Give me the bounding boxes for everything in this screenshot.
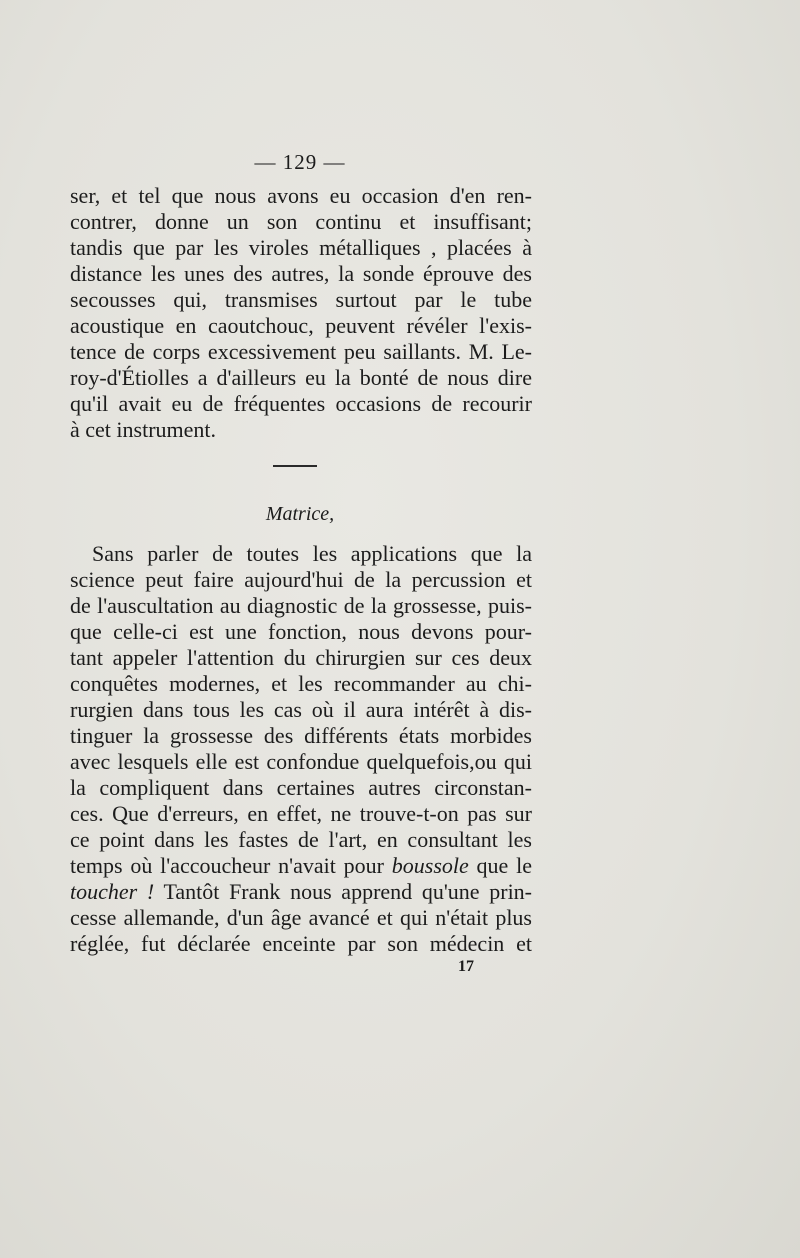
text-line: rurgien dans tous les cas où il aura intérêt à dis- — [70, 697, 532, 722]
text-line: qu'il avait eu de fréquentes occasions de recourir — [70, 391, 532, 416]
text-line: ser, et tel que nous avons eu occasion d'en ren- — [70, 183, 532, 208]
section-divider — [273, 465, 317, 467]
text-line: cesse allemande, d'un âge avancé et qui n'était plus — [70, 905, 532, 930]
text-line: acoustique en caoutchouc, peuvent révéler l'exis- — [70, 313, 532, 338]
text-line: secousses qui, transmises surtout par le tube — [70, 287, 532, 312]
text-line: ce point dans les fastes de l'art, en consultant les — [70, 827, 532, 852]
text-line: que celle-ci est une fonction, nous devons pour- — [70, 619, 532, 644]
text-line-boussole — [70, 853, 532, 879]
page-number: — 129 — — [254, 150, 346, 174]
text-line: avec lesquels elle est confondue quelquefois,ou qui — [70, 749, 532, 774]
text-line: réglée, fut déclarée enceinte par son médecin et — [70, 931, 532, 956]
section-title: Matrice, — [265, 503, 335, 525]
italic-word: toucher ! — [70, 879, 155, 904]
text-line: à cet instrument. — [70, 417, 217, 442]
text-line: conquêtes modernes, et les recommander au chi- — [70, 671, 532, 696]
text-line: tant appeler l'attention du chirurgien sur ces deux — [70, 645, 532, 670]
text-line: tinguer la grossesse des différents états morbides — [70, 723, 532, 748]
text-line: ces. Que d'erreurs, en effet, ne trouve-t-on pas sur — [70, 801, 532, 826]
text-fragment: Tantôt Frank nous apprend qu'une prin- — [154, 879, 533, 904]
text-line: distance les unes des autres, la sonde éprouve des — [70, 261, 532, 286]
text-line: la compliquent dans certaines autres circonstan- — [70, 775, 532, 800]
signature-mark: 17 — [458, 958, 474, 975]
paragraph-matrice — [70, 541, 532, 957]
text-line: de l'auscultation au diagnostic de la grossesse, puis- — [70, 593, 532, 618]
text-line-toucher — [70, 879, 532, 905]
text-line: science peut faire aujourd'hui de la percussion et — [70, 567, 532, 592]
paragraph-continuation — [70, 183, 532, 443]
italic-word: boussole — [391, 853, 469, 878]
text-fragment: temps où l'accoucheur n'avait pour — [70, 853, 392, 878]
text-line: Sans parler de toutes les applications que la — [92, 541, 532, 566]
text-line: contrer, donne un son continu et insuffisant; — [70, 209, 532, 234]
text-line: roy-d'Étiolles a d'ailleurs eu la bonté de nous dire — [70, 365, 532, 390]
text-line: tence de corps excessivement peu saillants. M. Le- — [70, 339, 532, 364]
text-fragment: que le — [468, 853, 532, 878]
text-line: tandis que par les viroles métalliques , placées à — [70, 235, 532, 260]
